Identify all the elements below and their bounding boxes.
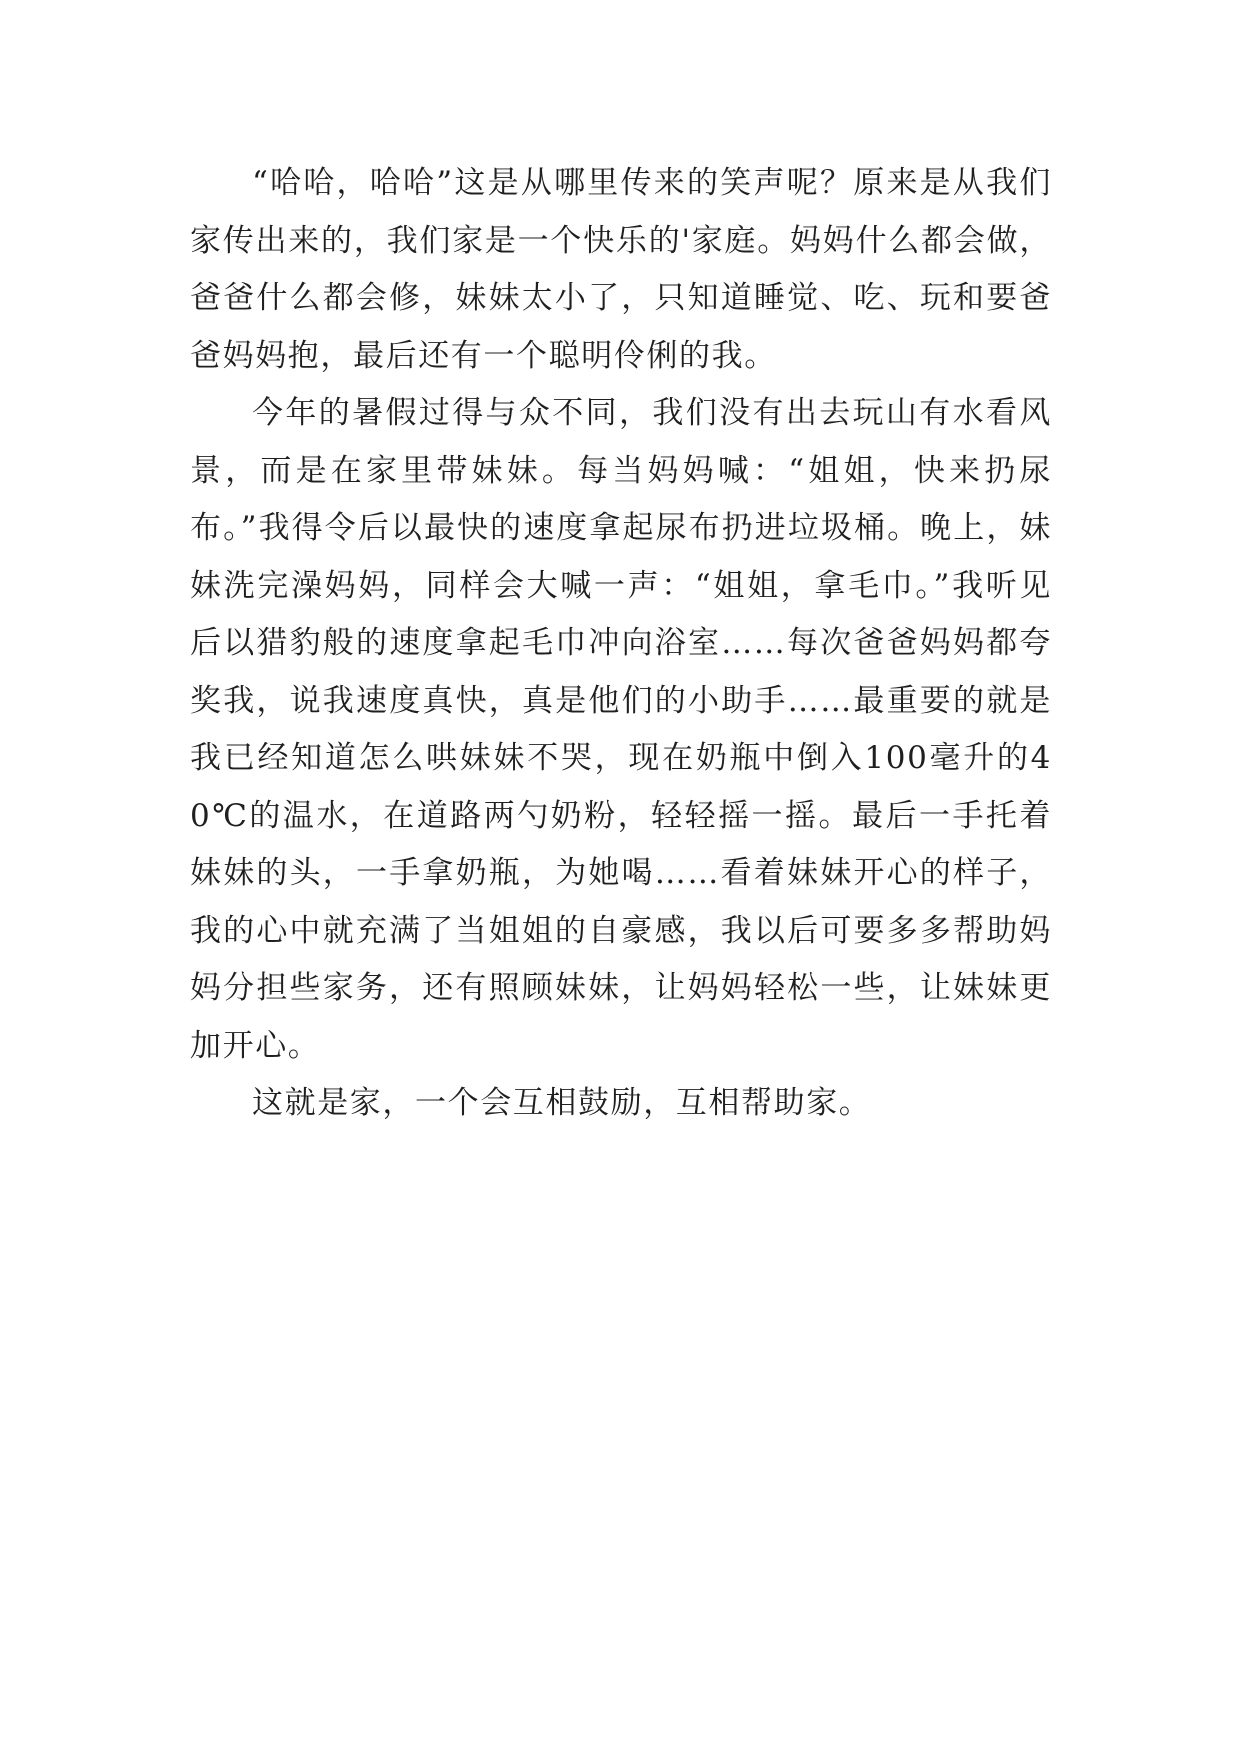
paragraph-summer-vacation: 今年的暑假过得与众不同，我们没有出去玩山有水看风景，而是在家里带妹妹。每当妈妈喊：“姐姐，快来扔尿布。”我得令后以最快的速度拿起尿布扔进垃圾桶。晚上，妹妹洗完澡妈妈，同样会大喊一声：“姐姐，拿毛巾。”我听见后以猎豹般的速度拿起毛巾冲向浴室……每次爸爸妈妈都夸奖我，说我速度真快，真是他们的小助手……最重要的就是我已经知道怎么哄妹妹不哭，现在奶瓶中倒入100毫升的40℃的温水，在道路两勺奶粉，轻轻摇一摇。最后一手托着妹妹的头，一手拿奶瓶，为她喝……看着妹妹开心的样子，我的心中就充满了当姐姐的自豪感，我以后可要多多帮助妈妈分担些家务，还有照顾妹妹，让妈妈轻松一些，让妹妹更加开心。 xyxy=(190,395,1052,1064)
document-body xyxy=(190,155,1052,1133)
paragraph-intro: “哈哈，哈哈”这是从哪里传来的笑声呢？原来是从我们家传出来的，我们家是一个快乐的'家庭。妈妈什么都会做，爸爸什么都会修，妹妹太小了，只知道睡觉、吃、玩和要爸爸妈妈抱，最后还有一个聪明伶俐的我。 xyxy=(190,165,1052,374)
paragraph-conclusion: 这就是家，一个会互相鼓励，互相帮助家。 xyxy=(252,1085,872,1121)
